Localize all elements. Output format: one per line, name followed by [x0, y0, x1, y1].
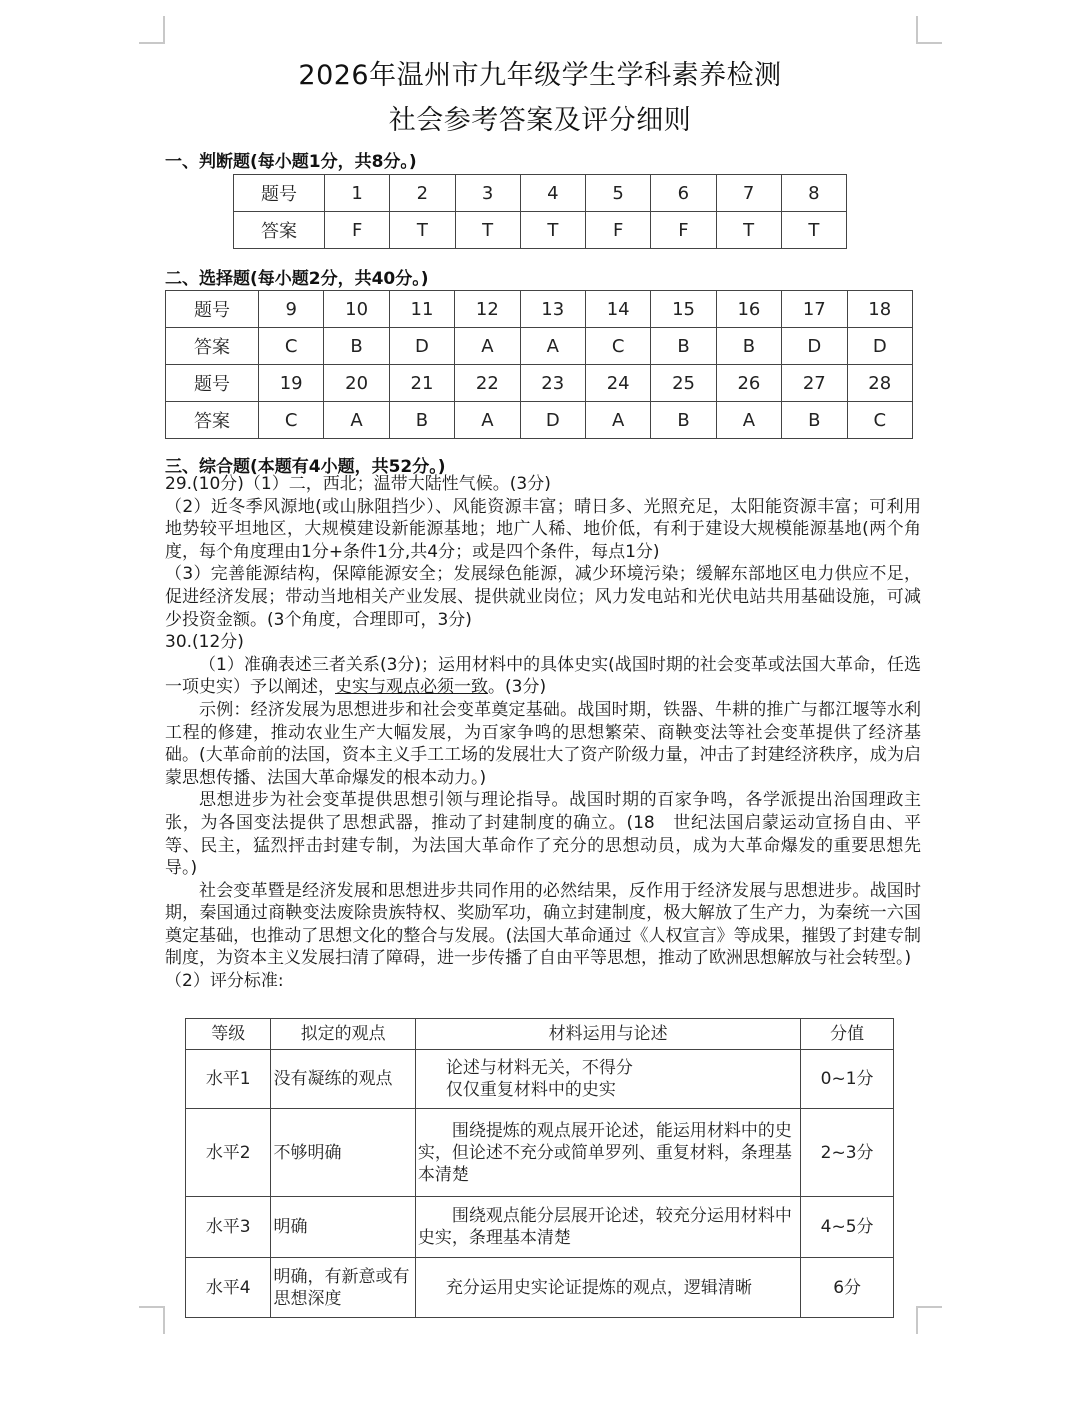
answer-cell: T [455, 212, 520, 249]
row-label: 答案 [166, 328, 259, 365]
q30-example-thought: 思想进步为社会变革提供思想引领与理论指导。战国时期的百家争鸣，各学派提出治国理政主张，为各国变法提供了思想武器，推动了封建制度的确立。(18 世纪法国启蒙运动宣扬自由、平等、民主，猛烈抨击封建专制，为法国大革命作了充分的思想动员，成为大革命爆发的重要思想先导。) [165, 790, 921, 879]
crop-mark-top-right [916, 16, 942, 44]
viewpoint-cell: 明确 [271, 1197, 415, 1258]
level-cell: 水平3 [186, 1197, 271, 1258]
question-number: 21 [389, 365, 454, 402]
q30-part1 [165, 654, 921, 699]
score-cell: 4~5分 [801, 1197, 894, 1258]
level-cell: 水平2 [186, 1109, 271, 1197]
rubric-row-level3 [186, 1197, 894, 1258]
answer-cell: A [455, 402, 520, 439]
argument-line: 仅仅重复材料中的史实 [445, 1080, 616, 1100]
level-cell: 水平1 [186, 1050, 271, 1109]
table-row-question-numbers [234, 175, 847, 212]
argument-cell [415, 1050, 800, 1109]
answer-cell: A [324, 402, 389, 439]
question-number: 22 [455, 365, 520, 402]
question-number: 14 [585, 291, 650, 328]
question-number: 26 [716, 365, 781, 402]
question-number: 11 [389, 291, 454, 328]
crop-mark-bottom-right [916, 1306, 942, 1334]
answer-cell: C [847, 402, 912, 439]
question-number: 8 [781, 175, 846, 212]
crop-mark-top-left [139, 16, 165, 44]
answer-cell: F [586, 212, 651, 249]
table-row-question-numbers [166, 365, 913, 402]
row-label: 答案 [234, 212, 325, 249]
answer-cell: A [520, 328, 585, 365]
table-row-answers [166, 328, 913, 365]
question-number: 20 [324, 365, 389, 402]
answer-cell: C [585, 328, 650, 365]
question-number: 2 [390, 175, 455, 212]
question-number: 27 [782, 365, 847, 402]
question-number: 9 [259, 291, 324, 328]
question-number: 17 [782, 291, 847, 328]
question-number: 13 [520, 291, 585, 328]
answer-cell: D [520, 402, 585, 439]
section2-heading: 二、选择题(每小题2分，共40分。) [165, 269, 429, 289]
question-number: 10 [324, 291, 389, 328]
section3-body [165, 473, 921, 993]
answer-cell: F [325, 212, 390, 249]
document-subtitle: 社会参考答案及评分细则 [388, 105, 692, 136]
section3-heading: 三、综合题(本题有4小题，共52分。) [165, 457, 446, 477]
answer-cell: A [716, 402, 781, 439]
q30-underlined-requirement: 史实与观点必须一致 [335, 677, 488, 698]
header-argument: 材料运用与论述 [415, 1019, 800, 1050]
argument-cell: 充分运用史实论证提炼的观点，逻辑清晰 [415, 1258, 800, 1318]
document-title: 2026年温州市九年级学生学科素养检测 [298, 60, 782, 91]
question-number: 25 [651, 365, 716, 402]
question-number: 6 [651, 175, 716, 212]
answer-cell: T [520, 212, 585, 249]
row-label: 题号 [234, 175, 325, 212]
rubric-header-row [186, 1019, 894, 1050]
q30-header: 30.(12分) [165, 632, 244, 653]
answer-cell: F [651, 212, 716, 249]
multiple-choice-answer-table [165, 290, 913, 439]
viewpoint-cell: 明确，有新意或有思想深度 [271, 1258, 415, 1318]
table-row-answers [234, 212, 847, 249]
table-row-answers [166, 402, 913, 439]
rubric-row-level2 [186, 1109, 894, 1197]
q29-part3: （3）完善能源结构，保障能源安全；发展绿色能源，减少环境污染；缓解东部地区电力供应不足，促进经济发展；带动当地相关产业发展、提供就业岗位；风力发电站和光伏电站共用基础设施，可减少投资金额。(3个角度，合理即可，3分) [165, 564, 921, 630]
answer-cell: T [781, 212, 846, 249]
viewpoint-cell: 不够明确 [271, 1109, 415, 1197]
question-number: 12 [455, 291, 520, 328]
level-cell: 水平4 [186, 1258, 271, 1318]
answer-cell: C [259, 402, 324, 439]
q30-part1-score: 。(3分) [488, 677, 547, 698]
q30-part1-text: （1）准确表述三者关系(3分)；运用材料中的具体史实(战国时期的社会变革或法国大革命，任选一项史实）予以阐述， [165, 654, 921, 698]
argument-cell: 围绕观点能分层展开论述，较充分运用材料中史实，条理基本清楚 [415, 1197, 800, 1258]
question-number: 5 [586, 175, 651, 212]
true-false-answer-table [233, 174, 847, 249]
answer-cell: A [455, 328, 520, 365]
header-level: 等级 [186, 1019, 271, 1050]
question-number: 23 [520, 365, 585, 402]
score-cell: 0~1分 [801, 1050, 894, 1109]
scoring-rubric-table [185, 1018, 894, 1318]
q30-part2-label: （2）评分标准: [165, 971, 284, 992]
question-number: 7 [716, 175, 781, 212]
answer-cell: B [324, 328, 389, 365]
argument-line: 论述与材料无关，不得分 [445, 1058, 633, 1078]
answer-cell: B [651, 328, 716, 365]
answer-cell: T [390, 212, 455, 249]
q30-example-social: 社会变革暨是经济发展和思想进步共同作用的必然结果，反作用于经济发展与思想进步。战国时期，秦国通过商鞅变法废除贵族特权、奖励军功，确立封建制度，极大解放了生产力，为秦统一六国奠定基础，也推动了思想文化的整合与发展。(法国大革命通过《人权宣言》等成果，摧毁了封建专制制度，为资本主义发展扫清了障碍，进一步传播了自由平等思想，推动了欧洲思想解放与社会转型。) [165, 880, 921, 969]
q30-example-economy: 示例：经济发展为思想进步和社会变革奠定基础。战国时期，铁器、牛耕的推广与都江堰等水利工程的修建，推动农业生产大幅发展，为百家争鸣的思想繁荣、商鞅变法等社会变革提供了经济基础。(大革命前的法国，资本主义手工工场的发展壮大了资产阶级力量，冲击了封建经济秩序，成为启蒙思想传播、法国大革命爆发的根本动力。) [165, 699, 921, 788]
question-number: 16 [716, 291, 781, 328]
score-cell: 6分 [801, 1258, 894, 1318]
question-number: 1 [325, 175, 390, 212]
answer-cell: D [782, 328, 847, 365]
answer-cell: D [847, 328, 912, 365]
answer-cell: C [259, 328, 324, 365]
question-number: 3 [455, 175, 520, 212]
row-label: 答案 [166, 402, 259, 439]
answer-cell: B [782, 402, 847, 439]
score-cell: 2~3分 [801, 1109, 894, 1197]
question-number: 24 [585, 365, 650, 402]
table-row-question-numbers [166, 291, 913, 328]
header-score: 分值 [801, 1019, 894, 1050]
answer-cell: T [716, 212, 781, 249]
answer-cell: B [716, 328, 781, 365]
answer-cell: A [585, 402, 650, 439]
question-number: 19 [259, 365, 324, 402]
argument-cell: 围绕提炼的观点展开论述，能运用材料中的史实，但论述不充分或简单罗列、重复材料，条理基本清楚 [415, 1109, 800, 1197]
question-number: 4 [520, 175, 585, 212]
question-number: 18 [847, 291, 912, 328]
question-number: 15 [651, 291, 716, 328]
answer-cell: B [389, 402, 454, 439]
rubric-row-level1 [186, 1050, 894, 1109]
header-viewpoint: 拟定的观点 [271, 1019, 415, 1050]
question-number: 28 [847, 365, 912, 402]
q29-part2: （2）近冬季风源地(或山脉阻挡少）、风能资源丰富；晴日多、光照充足，太阳能资源丰富；可利用地势较平坦地区，大规模建设新能源基地；地广人稀、地价低，有利于建设大规模能源基地(两个角度，每个角度理由1分+条件1分,共4分；或是四个条件，每点1分) [165, 496, 921, 562]
rubric-row-level4 [186, 1258, 894, 1318]
viewpoint-cell: 没有凝练的观点 [271, 1050, 415, 1109]
section1-heading: 一、判断题(每小题1分，共8分。) [165, 152, 417, 172]
crop-mark-bottom-left [139, 1306, 165, 1334]
answer-cell: B [651, 402, 716, 439]
q29-part1: 29.(10分)（1）二，西北；温带大陆性气候。(3分) [165, 474, 551, 494]
row-label: 题号 [166, 365, 259, 402]
row-label: 题号 [166, 291, 259, 328]
answer-cell: D [389, 328, 454, 365]
